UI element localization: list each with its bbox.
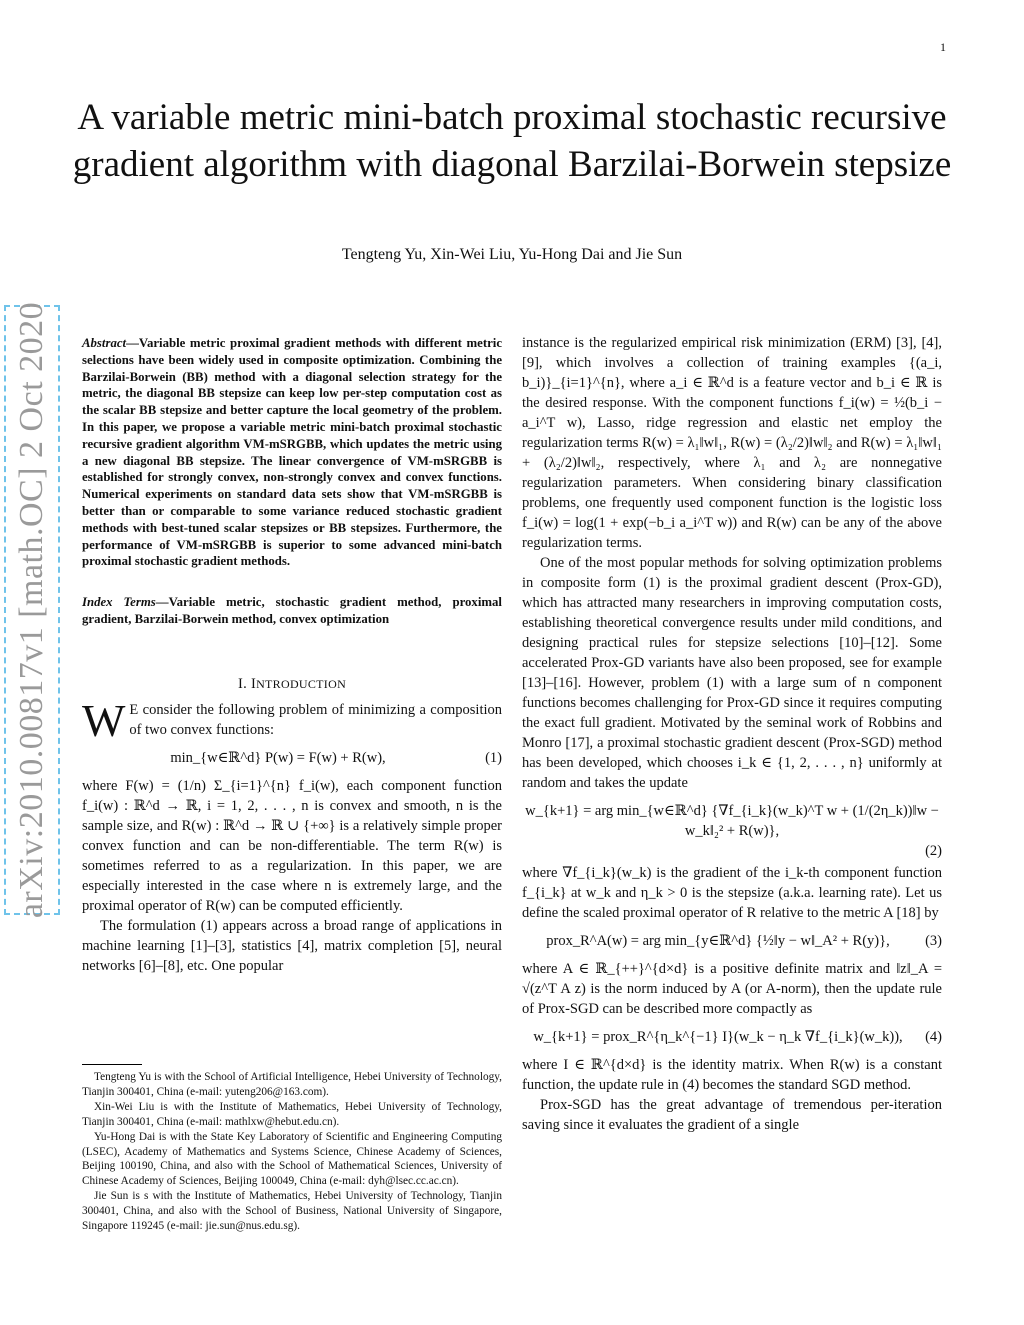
index-terms-label: Index Terms bbox=[82, 595, 156, 610]
left-column bbox=[82, 335, 502, 976]
index-terms bbox=[82, 594, 502, 628]
equation-2-number: (2) bbox=[925, 843, 942, 859]
right-paragraph-6: Prox-SGD has the great advantage of tremendous per-iteration saving since it evaluates the gradient of a single bbox=[522, 1097, 942, 1133]
right-column bbox=[522, 333, 942, 1135]
right-paragraph-5: where I ∈ ℝ^{d×d} is the identity matrix. When R(w) is a constant function, the update rule in (4) becomes the standard SGD method. bbox=[522, 1057, 942, 1093]
right-paragraph-3: where ∇f_{i_k}(w_k) is the gradient of the i_k-th component function f_{i_k} at w_k and η_k > 0 is the stepsize (a.k.a. learning rate). Let us define the scaled proximal operator of R relative to the metric A [18] by bbox=[522, 865, 942, 921]
footnote-item: Jie Sun is s with the Institute of Mathematics, Hebei University of Technology, Tianjin 300401, China, and also with the School of Business, National University of Singapore, Singapore 119245 (e-mail: jie.sun@nus.edu.sg). bbox=[82, 1190, 502, 1233]
right-paragraph-2: One of the most popular methods for solving optimization problems in composite form (1) is the proximal gradient descent (Prox-GD), which has attracted many researchers in improving computation costs, establishing theoretical convergence results under mild conditions, and designing practical rules for stepsize selections [10]–[12]. Some accelerated Prox-GD variants have also been proposed, see for example [13]–[16]. However, problem (1) with a large sum of n component functions becomes challenging for Prox-GD since it requires computing the exact full gradient. Motivated by the seminal work of Robbins and Monro [17], a proximal stochastic gradient descent (Prox-SGD) method has been developed, which chooses i_k ∈ {1, 2, . . . , n} uniformly at random and takes the update bbox=[522, 555, 942, 791]
section-heading-introduction bbox=[82, 674, 502, 694]
drop-cap: W bbox=[82, 694, 126, 746]
footnote-item: Tengteng Yu is with the School of Artificial Intelligence, Hebei University of Technology, Tianjin 300401, China (e-mail: yuteng206@163.com). bbox=[82, 1071, 502, 1098]
right-paragraph-4: where A ∈ ℝ_{++}^{d×d} is a positive definite matrix and ‖z‖_A = √(z^T A z) is the norm induced by A (or A-norm), then the update rule of Prox-SGD can be described more compactly as bbox=[522, 961, 942, 1017]
equation-3-number: (3) bbox=[925, 933, 942, 949]
section-title-first: I bbox=[250, 675, 257, 692]
equation-1 bbox=[82, 748, 502, 768]
page-number: 1 bbox=[940, 40, 946, 54]
section-title-rest: NTRODUCTION bbox=[256, 676, 347, 691]
paper-title: A variable metric mini-batch proximal stochastic recursive gradient algorithm with diagonal Barzilai-Borwein stepsize bbox=[72, 97, 952, 185]
footnote-item: Xin-Wei Liu is with the Institute of Mathematics, Hebei University of Technology, Tianjin 300401, China (e-mail: mathlxw@hebut.edu.cn). bbox=[82, 1100, 502, 1128]
intro-text-1: E consider the following problem of minimizing a composition of two convex functions: bbox=[129, 701, 502, 738]
intro-paragraph-3: The formulation (1) appears across a broad range of applications in machine learning [1]–[3], statistics [4], matrix completion [5], neural networks [6]–[8], etc. One popular bbox=[82, 917, 502, 974]
abstract-label: Abstract bbox=[82, 336, 127, 350]
equation-3 bbox=[522, 931, 942, 951]
footnote-item: Yu-Hong Dai is with the State Key Laboratory of Scientific and Engineering Computing (LSEC), Academy of Mathematics and Systems Science, Chinese Academy of Sciences, Beijing 100190, China, and also with the School of Mathematical Sciences, University of Chinese Academy of Sciences, Beijing 100049, China (e-mail: dyh@lsec.cc.ac.cn). bbox=[82, 1130, 502, 1188]
right-paragraph-1: instance is the regularized empirical risk minimization (ERM) [3], [4], [9], which involves a collection of training examples {(a_i, b_i)}_{i=1}^{n}, where a_i ∈ ℝ^d is a feature vector and b_i ∈ ℝ is the desired response. With the component functions f_i(w) = ½(b_i − a_i^T w), Lasso, ridge regression and elastic net employ the regularization terms R(w) = λ₁‖w‖₁, R(w) = (λ₂/2)‖w‖₂ and R(w) = λ₁‖w‖₁ + (λ₂/2)‖w‖₂, respectively, where λ₁ and λ₂ are nonnegative regularization parameters. When considering binary classification problems, one frequently used component function is the logistic loss f_i(w) = log(1 + exp(−b_i a_i^T w)) and R(w) can be any of the above regularization terms. bbox=[522, 335, 942, 551]
equation-4-body: w_{k+1} = prox_R^{η_k^{−1} I}(w_k − η_k ∇f_{i_k}(w_k)), bbox=[533, 1029, 903, 1045]
section-number: I. bbox=[237, 675, 247, 692]
equation-4 bbox=[522, 1027, 942, 1047]
equation-1-body: min_{w∈ℝ^d} P(w) = F(w) + R(w), bbox=[170, 749, 386, 766]
arxiv-identifier: arXiv:2010.00817v1 [math.OC] 2 Oct 2020 bbox=[13, 301, 50, 919]
arxiv-stamp[interactable] bbox=[4, 301, 60, 919]
footnotes bbox=[82, 1070, 502, 1234]
abstract bbox=[82, 335, 502, 570]
abstract-text: —Variable metric proximal gradient methods with different metric selections have been widely used in composite optimization. Combining the Barzilai-Borwein (BB) method with a diagonal selection strategy for the metric, the diagonal BB stepsize can keep low per-step computation cost as the scalar BB stepsize and better capture the local geometry of the problem. In this paper, we propose a variable metric mini-batch proximal stochastic recursive gradient algorithm VM-mSRGBB, which updates the metric using a new diagonal BB stepsize. The linear convergence of VM-mSRGBB is established for strongly convex, non-strongly convex and convex functions. Numerical experiments on standard data sets show that VM-mSRGBB is better than or comparable to some variance reduced stochastic gradient methods with best-tuned scalar stepsizes or BB stepsizes. Furthermore, the performance of VM-mSRGBB is superior to some advanced mini-batch proximal stochastic gradient methods. bbox=[82, 336, 502, 569]
equation-2 bbox=[522, 801, 942, 861]
intro-paragraph-1 bbox=[82, 694, 502, 746]
footnote-divider bbox=[82, 1064, 142, 1065]
equation-4-number: (4) bbox=[925, 1029, 942, 1045]
index-terms-text: —Variable metric, stochastic gradient method, proximal gradient, Barzilai-Borwein method, convex optimization bbox=[82, 595, 502, 626]
equation-2-body: w_{k+1} = arg min_{w∈ℝ^d} {∇f_{i_k}(w_k)^T w + (1/(2η_k))‖w − w_k‖₂² + R(w)}, bbox=[525, 803, 939, 839]
intro-paragraph-2: where F(w) = (1/n) Σ_{i=1}^{n} f_i(w), each component function f_i(w) : ℝ^d → ℝ, i = 1, 2, . . . , n is convex and smooth, n is the sample size, and R(w) : ℝ^d → ℝ ∪ {+∞} is a relatively simple proper convex function and can be non-differentiable. The term R(w) is sometimes referred to as a regularization. In this paper, we are especially interested in the case where n is extremely large, and the proximal operator of R(w) can be computed efficiently. bbox=[82, 777, 502, 914]
equation-1-number: (1) bbox=[485, 749, 502, 766]
author-list: Tengteng Yu, Xin-Wei Liu, Yu-Hong Dai and Jie Sun bbox=[341, 246, 683, 263]
equation-3-body: prox_R^A(w) = arg min_{y∈ℝ^d} {½‖y − w‖_A² + R(y)}, bbox=[546, 933, 890, 949]
